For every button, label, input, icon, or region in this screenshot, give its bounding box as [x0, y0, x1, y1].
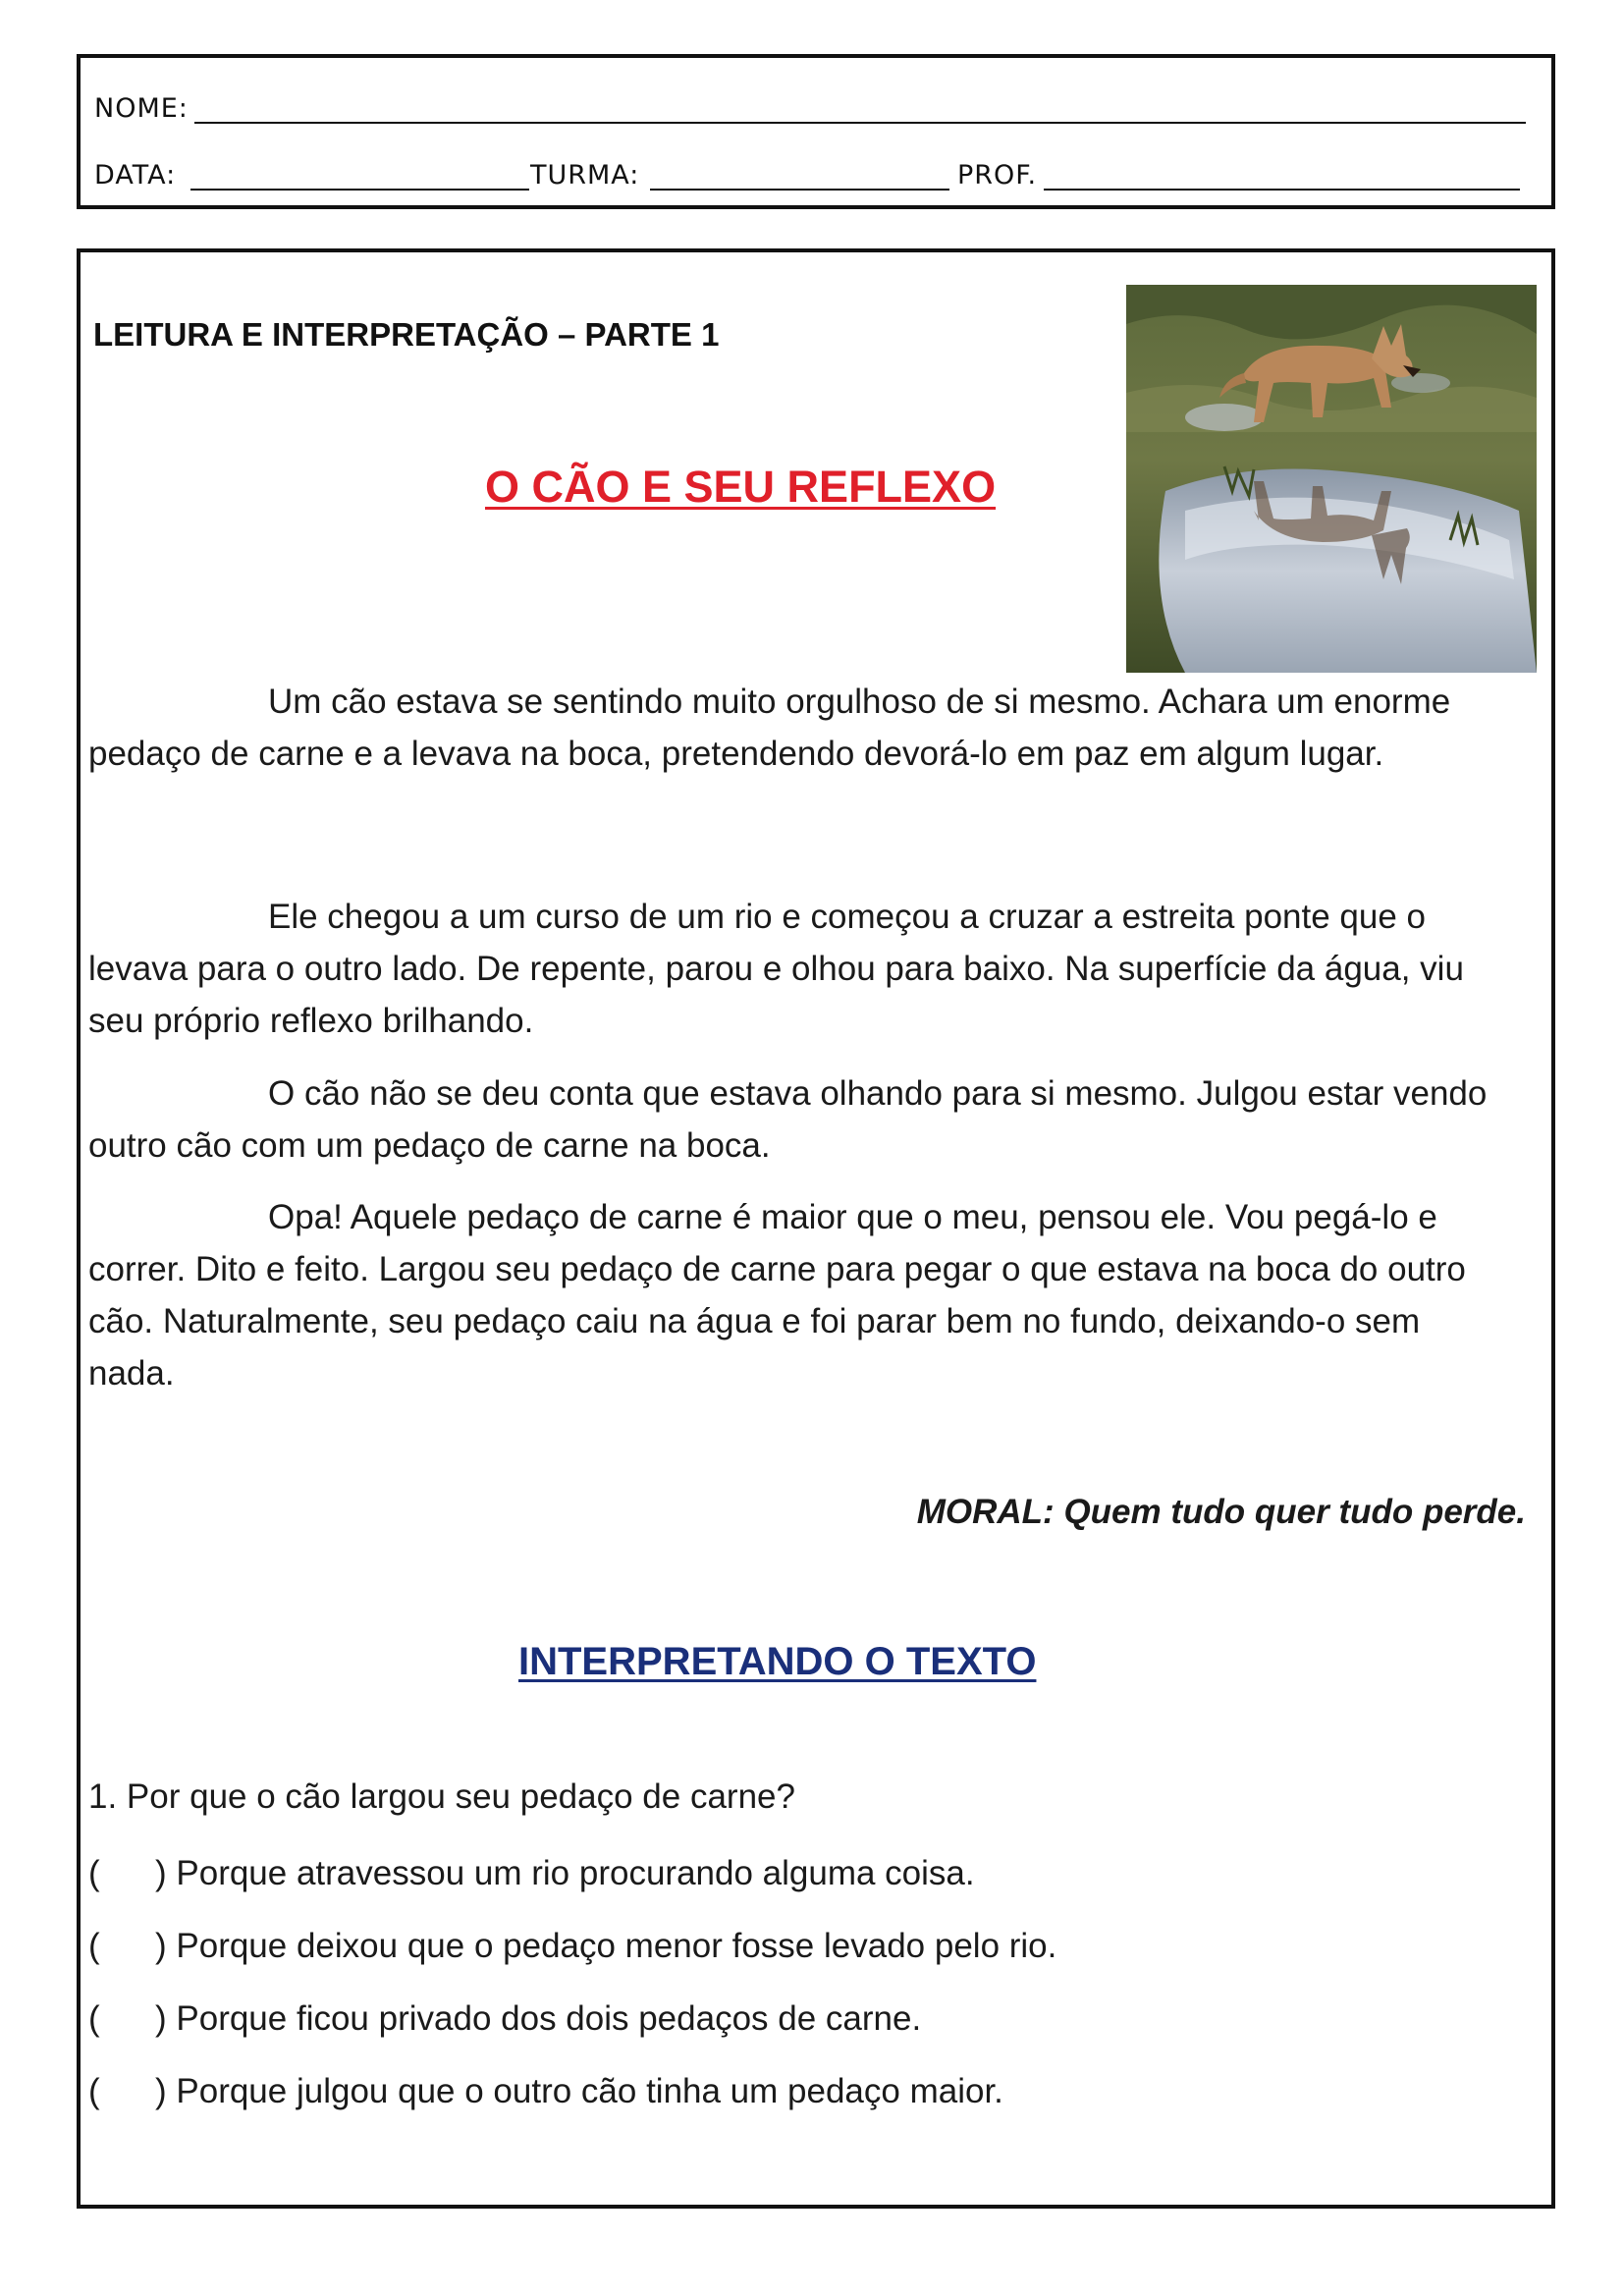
- section-title: LEITURA E INTERPRETAÇÃO – PARTE 1: [93, 316, 720, 353]
- date-label: DATA:: [94, 160, 177, 191]
- answer-option-2[interactable]: [88, 1927, 1056, 1966]
- option-text: ) Porque ficou privado dos dois pedaços de carne.: [155, 1999, 922, 2038]
- dog-reflection-photo: [1126, 285, 1537, 673]
- class-field[interactable]: [650, 189, 949, 191]
- class-line: [530, 160, 639, 191]
- story-paragraph-2: Ele chegou a um curso de um rio e começou a cruzar a estreita ponte que o levava para o outro lado. De repente, parou e olhou para baixo. Na superfície da água, viu seu próprio reflexo brilhando.: [88, 898, 1464, 1040]
- name-line: [94, 93, 189, 124]
- teacher-line: [957, 160, 1037, 191]
- option-checkbox[interactable]: (: [88, 1999, 100, 2038]
- interpretation-title: INTERPRETANDO O TEXTO: [518, 1640, 1037, 1683]
- story-paragraph-4: Opa! Aquele pedaço de carne é maior que o meu, pensou ele. Vou pegá-lo e correr. Dito e feito. Largou seu pedaço de carne para pegar o que estava na boca do outro cão. Naturalmente, seu pedaço caiu na água e foi parar bem no fundo, deixando-o sem nada.: [88, 1198, 1466, 1393]
- name-field[interactable]: [194, 122, 1526, 124]
- teacher-field[interactable]: [1044, 189, 1520, 191]
- option-text: ) Porque deixou que o pedaço menor fosse levado pelo rio.: [155, 1927, 1057, 1965]
- date-field[interactable]: [190, 189, 529, 191]
- option-checkbox[interactable]: (: [88, 1854, 100, 1892]
- teacher-label: PROF.: [957, 160, 1038, 191]
- answer-option-3[interactable]: [88, 1999, 921, 2039]
- answer-option-4[interactable]: [88, 2072, 1003, 2111]
- story-moral: MORAL: Quem tudo quer tudo perde.: [916, 1493, 1526, 1531]
- name-label: NOME:: [94, 93, 189, 124]
- option-text: ) Porque julgou que o outro cão tinha um pedaço maior.: [155, 2072, 1003, 2110]
- student-info-box: [77, 54, 1555, 209]
- option-text: ) Porque atravessou um rio procurando alguma coisa.: [155, 1854, 975, 1892]
- class-label: TURMA:: [530, 160, 640, 191]
- story-paragraph-1: Um cão estava se sentindo muito orgulhoso de si mesmo. Achara um enorme pedaço de carne e a levava na boca, pretendendo devorá-lo em paz em algum lugar.: [88, 683, 1451, 773]
- story-paragraph-3: O cão não se deu conta que estava olhando para si mesmo. Julgou estar vendo outro cão com um pedaço de carne na boca.: [88, 1074, 1488, 1165]
- question-1: 1. Por que o cão largou seu pedaço de carne?: [88, 1777, 795, 1816]
- story-title: O CÃO E SEU REFLEXO: [485, 462, 997, 512]
- answer-option-1[interactable]: [88, 1854, 975, 1893]
- option-checkbox[interactable]: (: [88, 1927, 100, 1965]
- date-line: [94, 160, 176, 191]
- option-checkbox[interactable]: (: [88, 2072, 100, 2110]
